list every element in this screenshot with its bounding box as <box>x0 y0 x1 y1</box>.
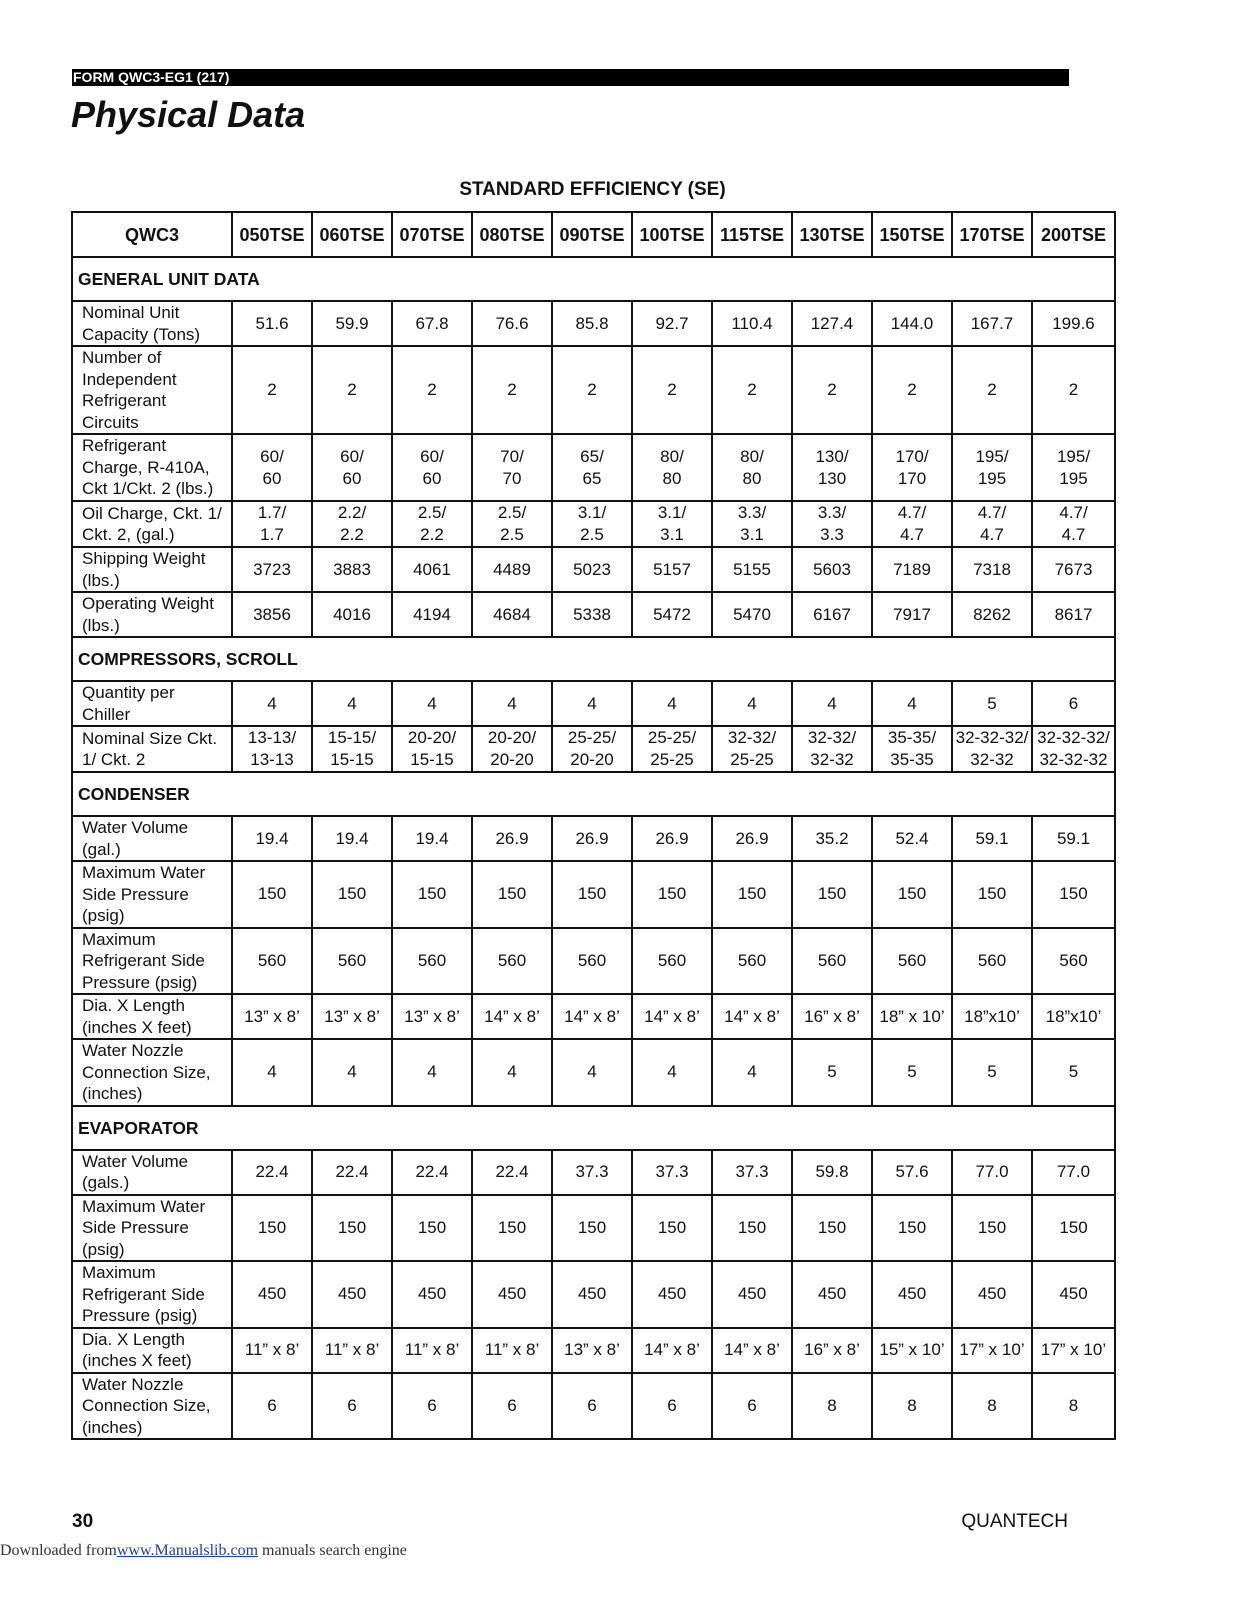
table-cell: 5155 <box>712 547 792 592</box>
table-cell: 2 <box>872 346 952 434</box>
table-cell: 2 <box>312 346 392 434</box>
table-cell: 59.1 <box>1032 816 1115 861</box>
table-cell: 560 <box>712 928 792 995</box>
model-header: 200TSE <box>1032 212 1115 257</box>
row-label: Maximum Refrigerant Side Pressure (psig) <box>72 928 232 995</box>
section-title: COMPRESSORS, SCROLL <box>72 637 1115 681</box>
table-cell: 150 <box>312 1195 392 1262</box>
row-label: Water Nozzle Connection Size, (inches) <box>72 1373 232 1440</box>
table-cell: 70/ 70 <box>472 434 552 501</box>
table-cell: 11” x 8’ <box>392 1328 472 1373</box>
table-cell: 167.7 <box>952 301 1032 346</box>
table-cell: 127.4 <box>792 301 872 346</box>
row-label: Dia. X Length (inches X feet) <box>72 1328 232 1373</box>
table-cell: 2.5/ 2.5 <box>472 501 552 547</box>
model-header: 070TSE <box>392 212 472 257</box>
table-cell: 14” x 8’ <box>632 1328 712 1373</box>
row-label: Shipping Weight (lbs.) <box>72 547 232 592</box>
row-label: Maximum Refrigerant Side Pressure (psig) <box>72 1261 232 1328</box>
table-cell: 11” x 8’ <box>472 1328 552 1373</box>
table-row <box>72 1373 1115 1440</box>
table-cell: 51.6 <box>232 301 312 346</box>
table-cell: 560 <box>312 928 392 995</box>
table-row <box>72 301 1115 346</box>
table-cell: 18” x 10’ <box>872 994 952 1039</box>
table-cell: 26.9 <box>632 816 712 861</box>
table-cell: 20-20/ 20-20 <box>472 726 552 772</box>
table-cell: 3.3/ 3.3 <box>792 501 872 547</box>
table-row <box>72 434 1115 501</box>
table-cell: 5023 <box>552 547 632 592</box>
physical-data-table <box>71 211 1116 1440</box>
table-cell: 150 <box>632 861 712 928</box>
table-cell: 560 <box>472 928 552 995</box>
table-cell: 13” x 8’ <box>392 994 472 1039</box>
table-cell: 150 <box>392 861 472 928</box>
table-cell: 170/ 170 <box>872 434 952 501</box>
table-row <box>72 1195 1115 1262</box>
table-cell: 37.3 <box>712 1150 792 1195</box>
table-cell: 4 <box>712 681 792 726</box>
table-cell: 4 <box>232 1039 312 1106</box>
row-label: Number of Independent Refrigerant Circuits <box>72 346 232 434</box>
table-cell: 4 <box>712 1039 792 1106</box>
table-cell: 6 <box>552 1373 632 1440</box>
model-header-row <box>72 212 1115 257</box>
table-cell: 5472 <box>632 592 712 637</box>
table-cell: 18”x10’ <box>1032 994 1115 1039</box>
table-cell: 77.0 <box>952 1150 1032 1195</box>
table-caption: STANDARD EFFICIENCY (SE) <box>459 179 726 200</box>
table-cell: 150 <box>872 861 952 928</box>
row-label: Maximum Water Side Pressure (psig) <box>72 861 232 928</box>
model-header: 130TSE <box>792 212 872 257</box>
table-cell: 195/ 195 <box>1032 434 1115 501</box>
table-cell: 13” x 8’ <box>312 994 392 1039</box>
table-cell: 8 <box>872 1373 952 1440</box>
table-cell: 150 <box>792 861 872 928</box>
table-cell: 19.4 <box>392 816 472 861</box>
table-cell: 195/ 195 <box>952 434 1032 501</box>
table-cell: 2 <box>792 346 872 434</box>
table-cell: 13” x 8’ <box>232 994 312 1039</box>
table-cell: 60/ 60 <box>232 434 312 501</box>
section-row <box>72 1106 1115 1150</box>
table-cell: 6 <box>392 1373 472 1440</box>
row-label: Maximum Water Side Pressure (psig) <box>72 1195 232 1262</box>
row-label: Nominal Size Ckt. 1/ Ckt. 2 <box>72 726 232 772</box>
table-cell: 560 <box>1032 928 1115 995</box>
table-cell: 199.6 <box>1032 301 1115 346</box>
table-cell: 4 <box>392 1039 472 1106</box>
table-row <box>72 726 1115 772</box>
table-cell: 32-32-32/ 32-32-32 <box>1032 726 1115 772</box>
table-cell: 450 <box>392 1261 472 1328</box>
table-cell: 3883 <box>312 547 392 592</box>
section-row <box>72 257 1115 301</box>
table-cell: 4 <box>872 681 952 726</box>
table-cell: 560 <box>552 928 632 995</box>
table-cell: 2 <box>552 346 632 434</box>
table-cell: 560 <box>632 928 712 995</box>
table-cell: 7917 <box>872 592 952 637</box>
table-cell: 4684 <box>472 592 552 637</box>
table-cell: 3723 <box>232 547 312 592</box>
table-cell: 13” x 8’ <box>552 1328 632 1373</box>
table-cell: 4061 <box>392 547 472 592</box>
table-cell: 150 <box>712 1195 792 1262</box>
table-cell: 4 <box>792 681 872 726</box>
table-row <box>72 816 1115 861</box>
table-cell: 8617 <box>1032 592 1115 637</box>
table-cell: 67.8 <box>392 301 472 346</box>
row-label: Water Nozzle Connection Size, (inches) <box>72 1039 232 1106</box>
table-cell: 26.9 <box>472 816 552 861</box>
row-label: Dia. X Length (inches X feet) <box>72 994 232 1039</box>
table-cell: 4 <box>552 681 632 726</box>
table-cell: 15” x 10’ <box>872 1328 952 1373</box>
table-cell: 4489 <box>472 547 552 592</box>
table-cell: 2.2/ 2.2 <box>312 501 392 547</box>
table-cell: 560 <box>792 928 872 995</box>
table-cell: 4 <box>472 1039 552 1106</box>
section-title: EVAPORATOR <box>72 1106 1115 1150</box>
table-cell: 6 <box>232 1373 312 1440</box>
table-cell: 17” x 10’ <box>1032 1328 1115 1373</box>
table-cell: 13-13/ 13-13 <box>232 726 312 772</box>
table-cell: 52.4 <box>872 816 952 861</box>
table-cell: 4194 <box>392 592 472 637</box>
table-cell: 11” x 8’ <box>232 1328 312 1373</box>
table-cell: 2 <box>472 346 552 434</box>
table-cell: 16” x 8’ <box>792 1328 872 1373</box>
table-cell: 450 <box>232 1261 312 1328</box>
table-cell: 16” x 8’ <box>792 994 872 1039</box>
table-cell: 5 <box>872 1039 952 1106</box>
table-cell: 150 <box>312 861 392 928</box>
table-cell: 1.7/ 1.7 <box>232 501 312 547</box>
model-header: 100TSE <box>632 212 712 257</box>
table-cell: 450 <box>792 1261 872 1328</box>
table-cell: 110.4 <box>712 301 792 346</box>
table-cell: 8262 <box>952 592 1032 637</box>
table-cell: 7189 <box>872 547 952 592</box>
table-cell: 560 <box>392 928 472 995</box>
table-cell: 11” x 8’ <box>312 1328 392 1373</box>
table-cell: 4 <box>632 681 712 726</box>
table-cell: 150 <box>232 861 312 928</box>
table-cell: 4 <box>312 1039 392 1106</box>
table-row <box>72 928 1115 995</box>
table-cell: 59.1 <box>952 816 1032 861</box>
table-cell: 32-32/ 32-32 <box>792 726 872 772</box>
table-cell: 5338 <box>552 592 632 637</box>
table-cell: 59.9 <box>312 301 392 346</box>
table-cell: 450 <box>712 1261 792 1328</box>
table-cell: 450 <box>552 1261 632 1328</box>
table-cell: 2 <box>1032 346 1115 434</box>
brand-name: QUANTECH <box>961 1511 1068 1532</box>
table-cell: 150 <box>1032 861 1115 928</box>
section-row <box>72 637 1115 681</box>
table-row <box>72 1150 1115 1195</box>
model-header: 150TSE <box>872 212 952 257</box>
table-cell: 6 <box>1032 681 1115 726</box>
table-cell: 19.4 <box>232 816 312 861</box>
table-cell: 22.4 <box>472 1150 552 1195</box>
table-cell: 85.8 <box>552 301 632 346</box>
table-cell: 15-15/ 15-15 <box>312 726 392 772</box>
download-suffix: manuals search engine <box>258 1542 407 1559</box>
table-cell: 20-20/ 15-15 <box>392 726 472 772</box>
table-cell: 6167 <box>792 592 872 637</box>
table-cell: 35.2 <box>792 816 872 861</box>
model-header: 060TSE <box>312 212 392 257</box>
table-cell: 4 <box>472 681 552 726</box>
row-label: Refrigerant Charge, R-410A, Ckt 1/Ckt. 2 (lbs.) <box>72 434 232 501</box>
table-cell: 5157 <box>632 547 712 592</box>
table-row <box>72 681 1115 726</box>
model-header: 050TSE <box>232 212 312 257</box>
table-cell: 37.3 <box>632 1150 712 1195</box>
table-cell: 150 <box>632 1195 712 1262</box>
table-cell: 5 <box>952 681 1032 726</box>
table-row <box>72 1328 1115 1373</box>
table-cell: 2 <box>632 346 712 434</box>
table-cell: 450 <box>472 1261 552 1328</box>
section-title: CONDENSER <box>72 772 1115 816</box>
table-cell: 6 <box>472 1373 552 1440</box>
table-cell: 450 <box>872 1261 952 1328</box>
table-row <box>72 1261 1115 1328</box>
table-cell: 3856 <box>232 592 312 637</box>
table-cell: 8 <box>792 1373 872 1440</box>
table-cell: 14” x 8’ <box>632 994 712 1039</box>
model-header: 115TSE <box>712 212 792 257</box>
table-cell: 150 <box>792 1195 872 1262</box>
table-cell: 2 <box>712 346 792 434</box>
download-prefix: Downloaded from <box>0 1542 117 1559</box>
table-cell: 4 <box>232 681 312 726</box>
table-cell: 5470 <box>712 592 792 637</box>
table-cell: 4 <box>312 681 392 726</box>
page-title: Physical Data <box>71 94 306 135</box>
table-cell: 2 <box>232 346 312 434</box>
table-cell: 5 <box>1032 1039 1115 1106</box>
form-id-bar: FORM QWC3-EG1 (217) <box>72 69 1069 86</box>
table-cell: 60/ 60 <box>312 434 392 501</box>
table-cell: 450 <box>952 1261 1032 1328</box>
table-cell: 26.9 <box>552 816 632 861</box>
table-cell: 150 <box>552 1195 632 1262</box>
table-cell: 76.6 <box>472 301 552 346</box>
table-cell: 26.9 <box>712 816 792 861</box>
table-row <box>72 501 1115 547</box>
section-row <box>72 772 1115 816</box>
table-cell: 5 <box>952 1039 1032 1106</box>
table-cell: 25-25/ 25-25 <box>632 726 712 772</box>
table-cell: 150 <box>472 1195 552 1262</box>
row-label: Oil Charge, Ckt. 1/ Ckt. 2, (gal.) <box>72 501 232 547</box>
table-cell: 18”x10’ <box>952 994 1032 1039</box>
table-cell: 22.4 <box>312 1150 392 1195</box>
table-cell: 2.5/ 2.2 <box>392 501 472 547</box>
table-cell: 150 <box>1032 1195 1115 1262</box>
table-row <box>72 592 1115 637</box>
table-cell: 60/ 60 <box>392 434 472 501</box>
table-cell: 450 <box>632 1261 712 1328</box>
table-cell: 80/ 80 <box>632 434 712 501</box>
page-number: 30 <box>72 1511 94 1532</box>
table-cell: 22.4 <box>392 1150 472 1195</box>
table-cell: 65/ 65 <box>552 434 632 501</box>
table-cell: 3.3/ 3.1 <box>712 501 792 547</box>
table-cell: 150 <box>712 861 792 928</box>
table-cell: 150 <box>952 1195 1032 1262</box>
table-cell: 150 <box>872 1195 952 1262</box>
table-cell: 14” x 8’ <box>712 994 792 1039</box>
table-cell: 14” x 8’ <box>552 994 632 1039</box>
table-cell: 4 <box>552 1039 632 1106</box>
table-cell: 150 <box>232 1195 312 1262</box>
table-cell: 5 <box>792 1039 872 1106</box>
table-cell: 32-32-32/ 32-32 <box>952 726 1032 772</box>
table-cell: 8 <box>1032 1373 1115 1440</box>
row-label: Water Volume (gals.) <box>72 1150 232 1195</box>
table-row <box>72 346 1115 434</box>
model-header-label: QWC3 <box>72 212 232 257</box>
table-cell: 22.4 <box>232 1150 312 1195</box>
row-label: Water Volume (gal.) <box>72 816 232 861</box>
table-cell: 144.0 <box>872 301 952 346</box>
table-cell: 4.7/ 4.7 <box>1032 501 1115 547</box>
table-cell: 3.1/ 3.1 <box>632 501 712 547</box>
table-cell: 4 <box>392 681 472 726</box>
table-body <box>72 257 1115 1439</box>
table-cell: 3.1/ 2.5 <box>552 501 632 547</box>
model-header: 080TSE <box>472 212 552 257</box>
table-cell: 37.3 <box>552 1150 632 1195</box>
table-cell: 77.0 <box>1032 1150 1115 1195</box>
table-cell: 4.7/ 4.7 <box>872 501 952 547</box>
table-cell: 7318 <box>952 547 1032 592</box>
table-cell: 17” x 10’ <box>952 1328 1032 1373</box>
table-cell: 59.8 <box>792 1150 872 1195</box>
row-label: Nominal Unit Capacity (Tons) <box>72 301 232 346</box>
table-cell: 150 <box>552 861 632 928</box>
table-cell: 7673 <box>1032 547 1115 592</box>
table-cell: 92.7 <box>632 301 712 346</box>
row-label: Quantity per Chiller <box>72 681 232 726</box>
table-cell: 25-25/ 20-20 <box>552 726 632 772</box>
table-cell: 150 <box>952 861 1032 928</box>
table-cell: 6 <box>712 1373 792 1440</box>
table-cell: 6 <box>632 1373 712 1440</box>
manualslib-link[interactable]: www.Manualslib.com <box>116 1542 259 1559</box>
table-cell: 150 <box>392 1195 472 1262</box>
row-label: Operating Weight (lbs.) <box>72 592 232 637</box>
table-cell: 450 <box>1032 1261 1115 1328</box>
table-cell: 5603 <box>792 547 872 592</box>
table-cell: 4.7/ 4.7 <box>952 501 1032 547</box>
table-cell: 6 <box>312 1373 392 1440</box>
table-row <box>72 861 1115 928</box>
table-cell: 560 <box>872 928 952 995</box>
model-header: 090TSE <box>552 212 632 257</box>
table-cell: 32-32/ 25-25 <box>712 726 792 772</box>
table-row <box>72 1039 1115 1106</box>
download-note <box>0 1541 407 1561</box>
table-row <box>72 994 1115 1039</box>
table-cell: 560 <box>232 928 312 995</box>
table-row <box>72 547 1115 592</box>
table-cell: 130/ 130 <box>792 434 872 501</box>
table-cell: 14” x 8’ <box>712 1328 792 1373</box>
table-cell: 14” x 8’ <box>472 994 552 1039</box>
table-cell: 57.6 <box>872 1150 952 1195</box>
table-cell: 450 <box>312 1261 392 1328</box>
table-cell: 4 <box>632 1039 712 1106</box>
table-cell: 2 <box>392 346 472 434</box>
table-cell: 35-35/ 35-35 <box>872 726 952 772</box>
model-header: 170TSE <box>952 212 1032 257</box>
table-cell: 80/ 80 <box>712 434 792 501</box>
table-cell: 560 <box>952 928 1032 995</box>
table-cell: 2 <box>952 346 1032 434</box>
table-cell: 8 <box>952 1373 1032 1440</box>
table-cell: 4016 <box>312 592 392 637</box>
table-cell: 19.4 <box>312 816 392 861</box>
table-cell: 150 <box>472 861 552 928</box>
section-title: GENERAL UNIT DATA <box>72 257 1115 301</box>
